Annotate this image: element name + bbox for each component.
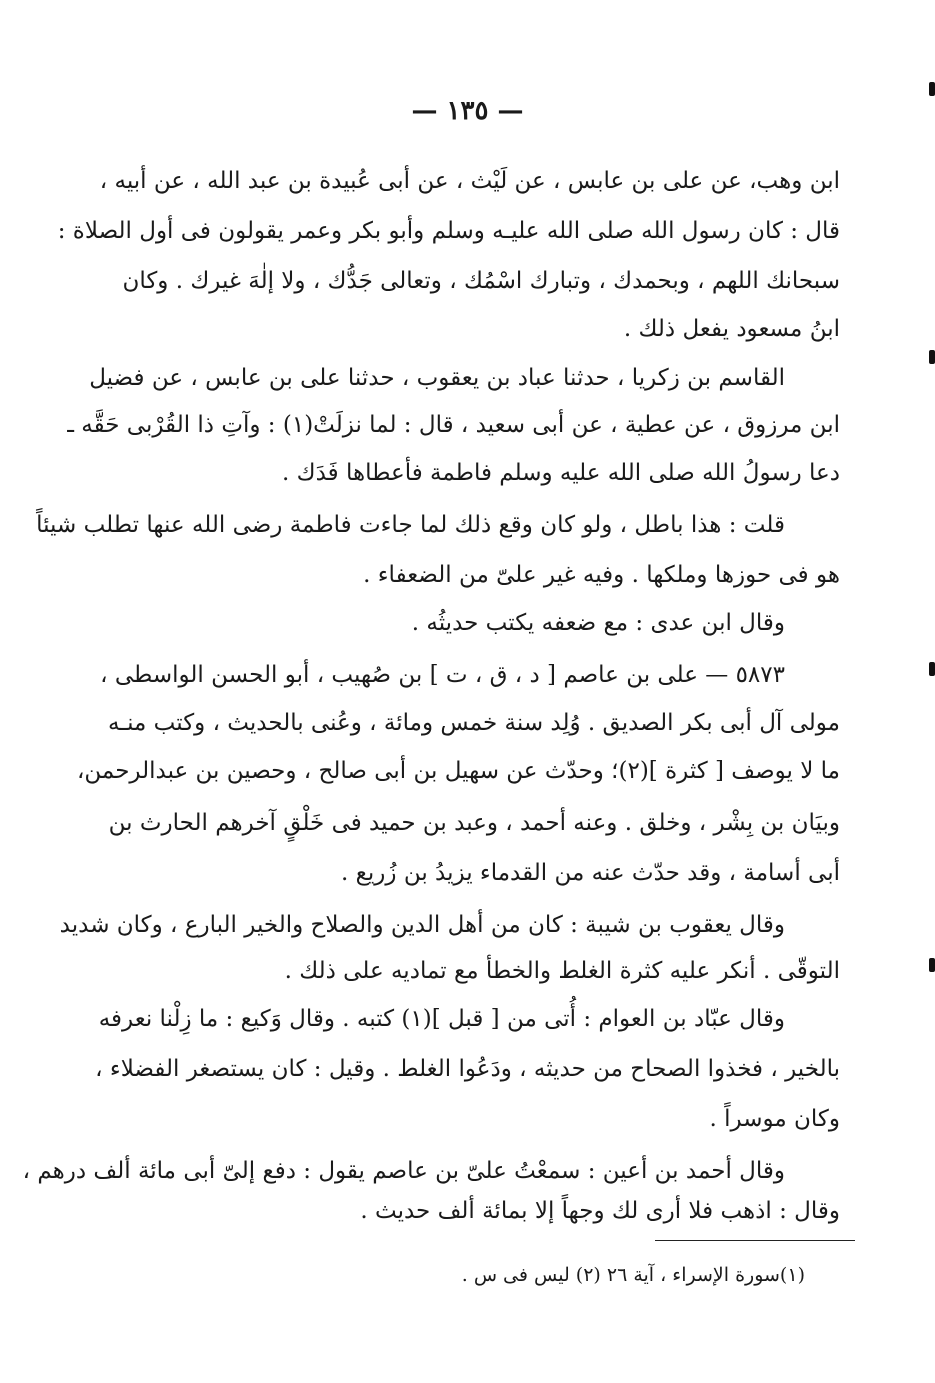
text-line: دعا رسولُ الله صلى الله عليه وسلم فاطمة فأعطاها فَدَك . <box>282 460 840 486</box>
text-line: وقال عبّاد بن العوام : أُتى من [ قبل ](١) كتبه . وقال وَكيع : ما زِلْنا نعرفه <box>98 1006 785 1032</box>
text-line: أبى أسامة ، وقد حدّث عنه من القدماء يزيدُ بن زُريع . <box>341 860 840 886</box>
text-line: القاسم بن زكريا ، حدثنا عباد بن يعقوب ، حدثنا على بن عابس ، عن فضيل <box>89 365 785 391</box>
margin-mark <box>929 350 935 364</box>
text-line: ابن وهب، عن على بن عابس ، عن لَيْث ، عن أبى عُبيدة بن عبد الله ، عن أبيه ، <box>99 168 840 194</box>
entry-heading-line: ٥٨٧٣ — على بن عاصم [ د ، ق ، ت ] بن صُهيب ، أبو الحسن الواسطى ، <box>100 662 785 688</box>
text-line: وقال يعقوب بن شيبة : كان من أهل الدين والصلاح والخير البارع ، وكان شديد <box>59 912 785 938</box>
page-number: — ١٣٥ — <box>411 96 524 126</box>
text-line: قلت : هذا باطل ، ولو كان وقع ذلك لما جاءت فاطمة رضى الله عنها تطلب شيئاً <box>36 512 785 538</box>
text-line: مولى آل أبى بكر الصديق . وُلِد سنة خمس ومائة ، وعُنى بالحديث ، وكتب منـه <box>108 710 840 736</box>
text-line: وقال أحمد بن أعين : سمعْتُ علىّ بن عاصم يقول : دفع إلىّ أبى مائة ألف درهم ، <box>22 1158 785 1184</box>
text-line: ما لا يوصف [ كثرة ](٢)؛ وحدّث عن سهيل بن أبى صالح ، وحصين بن عبدالرحمن، <box>76 758 840 784</box>
text-line: وقال : اذهب فلا أرى لك وجهاً إلا بمائة ألف حديث . <box>360 1198 840 1224</box>
text-line: بالخير ، فخذوا الصحاح من حديثه ، ودَعُوا الغلط . وقيل : كان يستصغر الفضلاء ، <box>95 1056 840 1082</box>
margin-mark <box>929 662 935 676</box>
footnote-divider <box>655 1240 855 1241</box>
footnote: (١)سورة الإسراء ، آية ٢٦ (٢) ليس فى س . <box>461 1264 805 1286</box>
text-line: التوقّى . أنكر عليه كثرة الغلط والخطأ مع تماديه على ذلك . <box>284 958 840 984</box>
margin-mark <box>929 82 935 96</box>
margin-mark <box>929 958 935 972</box>
text-line: هو فى حوزها وملكها . وفيه غير علىّ من الضعفاء . <box>363 562 840 588</box>
text-line: ابن مرزوق ، عن عطية ، عن أبى سعيد ، قال : لما نزلَتْ(١) : وآتِ ذا القُرْبى حَقَّه ـ <box>67 412 840 438</box>
text-line: ابنُ مسعود يفعل ذلك . <box>623 316 840 342</box>
text-line: وقال ابن عدى : مع ضعفه يكتب حديثُه . <box>411 610 785 636</box>
text-line: سبحانك اللهم ، وبحمدك ، وتبارك اسْمُك ، وتعالى جَدُّك ، ولا إلٰهَ غيرك . وكان <box>122 268 840 294</box>
text-line: وكان موسراً . <box>709 1106 840 1132</box>
text-line: وبيَان بن بِشْر ، وخلق . وعنه أحمد ، وعبد بن حميد فى خَلْقٍ آخرهم الحارث بن <box>108 810 840 836</box>
text-line: قال : كان رسول الله صلى الله عليـه وسلم وأبو بكر وعمر يقولون فى أول الصلاة : <box>57 218 840 244</box>
